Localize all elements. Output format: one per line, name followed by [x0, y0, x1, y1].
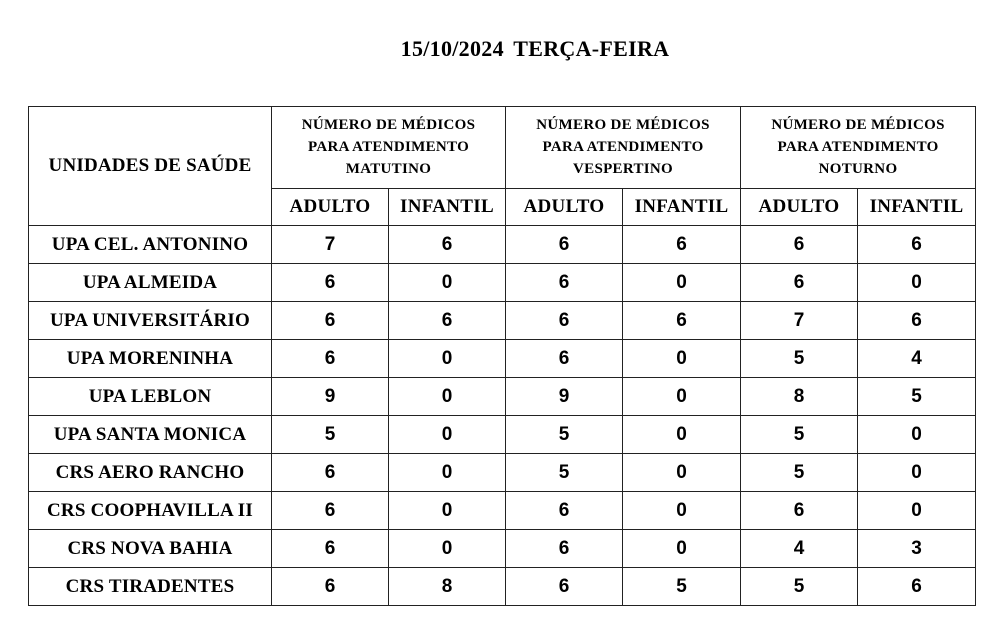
value-cell: 0: [623, 492, 741, 530]
table-row: [29, 568, 976, 606]
value-cell: 6: [506, 340, 623, 378]
value-cell: 6: [272, 454, 389, 492]
value-cell: 0: [623, 416, 741, 454]
value-cell: 9: [272, 378, 389, 416]
value-cell: 5: [272, 416, 389, 454]
value-cell: 6: [506, 226, 623, 264]
table-row: [29, 340, 976, 378]
value-cell: 0: [623, 264, 741, 302]
value-cell: 5: [741, 416, 858, 454]
value-cell: 0: [858, 264, 976, 302]
value-cell: 0: [389, 492, 506, 530]
value-cell: 8: [389, 568, 506, 606]
period-header-line: NÚMERO DE MÉDICOS: [771, 117, 945, 134]
table-row: [29, 264, 976, 302]
value-cell: 6: [741, 264, 858, 302]
value-cell: 6: [741, 226, 858, 264]
column-header-infantil: INFANTIL: [623, 188, 741, 225]
column-header-infantil: INFANTIL: [858, 188, 976, 225]
value-cell: 5: [506, 454, 623, 492]
header-row-periods: [29, 107, 976, 189]
table-row: [29, 302, 976, 340]
value-cell: 6: [272, 302, 389, 340]
value-cell: 6: [623, 302, 741, 340]
unit-name-cell: UPA ALMEIDA: [29, 264, 272, 302]
value-cell: 0: [389, 454, 506, 492]
period-header-line: MATUTINO: [345, 161, 432, 178]
column-header-adulto: ADULTO: [506, 188, 623, 225]
value-cell: 6: [272, 530, 389, 568]
value-cell: 6: [506, 530, 623, 568]
period-header-noturno: [741, 107, 976, 189]
table-row: [29, 416, 976, 454]
unit-name-cell: UPA LEBLON: [29, 378, 272, 416]
value-cell: 3: [858, 530, 976, 568]
table-row: [29, 378, 976, 416]
value-cell: 5: [741, 568, 858, 606]
value-cell: 5: [741, 340, 858, 378]
value-cell: 6: [506, 492, 623, 530]
value-cell: 6: [272, 264, 389, 302]
unit-name-cell: UPA CEL. ANTONINO: [29, 226, 272, 264]
value-cell: 6: [389, 226, 506, 264]
unit-name-cell: CRS NOVA BAHIA: [29, 530, 272, 568]
value-cell: 6: [623, 226, 741, 264]
unit-name-cell: CRS TIRADENTES: [29, 568, 272, 606]
value-cell: 4: [858, 340, 976, 378]
value-cell: 7: [272, 226, 389, 264]
column-header-adulto: ADULTO: [741, 188, 858, 225]
value-cell: 6: [858, 226, 976, 264]
doctor-schedule-table: [28, 106, 976, 606]
period-header-line: NÚMERO DE MÉDICOS: [301, 117, 476, 134]
value-cell: 0: [623, 340, 741, 378]
value-cell: 6: [506, 568, 623, 606]
value-cell: 0: [858, 454, 976, 492]
value-cell: 5: [506, 416, 623, 454]
value-cell: 5: [858, 378, 976, 416]
value-cell: 0: [858, 492, 976, 530]
value-cell: 6: [858, 302, 976, 340]
period-header-matutino: [272, 107, 506, 189]
unit-column-header: UNIDADES DE SAÚDE: [29, 107, 272, 226]
period-header-line: VESPERTINO: [573, 161, 674, 178]
unit-name-cell: CRS AERO RANCHO: [29, 454, 272, 492]
value-cell: 6: [741, 492, 858, 530]
value-cell: 6: [272, 492, 389, 530]
unit-name-cell: UPA MORENINHA: [29, 340, 272, 378]
value-cell: 4: [741, 530, 858, 568]
table-row: [29, 492, 976, 530]
page-title: 15/10/2024 TERÇA-FEIRA: [400, 36, 670, 61]
period-header-line: PARA ATENDIMENTO: [777, 139, 939, 156]
value-cell: 0: [858, 416, 976, 454]
value-cell: 0: [623, 378, 741, 416]
value-cell: 6: [506, 302, 623, 340]
value-cell: 0: [389, 378, 506, 416]
period-header-vespertino: [506, 107, 741, 189]
period-header-line: PARA ATENDIMENTO: [307, 139, 470, 156]
table-row: [29, 454, 976, 492]
unit-name-cell: UPA SANTA MONICA: [29, 416, 272, 454]
value-cell: 6: [506, 264, 623, 302]
value-cell: 6: [272, 340, 389, 378]
value-cell: 6: [272, 568, 389, 606]
value-cell: 0: [389, 264, 506, 302]
table-row: [29, 530, 976, 568]
unit-name-cell: UPA UNIVERSITÁRIO: [29, 302, 272, 340]
value-cell: 5: [623, 568, 741, 606]
value-cell: 5: [741, 454, 858, 492]
unit-name-cell: CRS COOPHAVILLA II: [29, 492, 272, 530]
period-header-line: PARA ATENDIMENTO: [542, 139, 704, 156]
value-cell: 9: [506, 378, 623, 416]
value-cell: 6: [858, 568, 976, 606]
value-cell: 7: [741, 302, 858, 340]
column-header-infantil: INFANTIL: [389, 188, 506, 225]
period-header-line: NÚMERO DE MÉDICOS: [536, 117, 710, 134]
value-cell: 6: [389, 302, 506, 340]
column-header-adulto: ADULTO: [272, 188, 389, 225]
value-cell: 8: [741, 378, 858, 416]
value-cell: 0: [389, 530, 506, 568]
value-cell: 0: [389, 416, 506, 454]
value-cell: 0: [623, 530, 741, 568]
value-cell: 0: [389, 340, 506, 378]
value-cell: 0: [623, 454, 741, 492]
table-row: [29, 226, 976, 264]
period-header-line: NOTURNO: [818, 161, 898, 178]
